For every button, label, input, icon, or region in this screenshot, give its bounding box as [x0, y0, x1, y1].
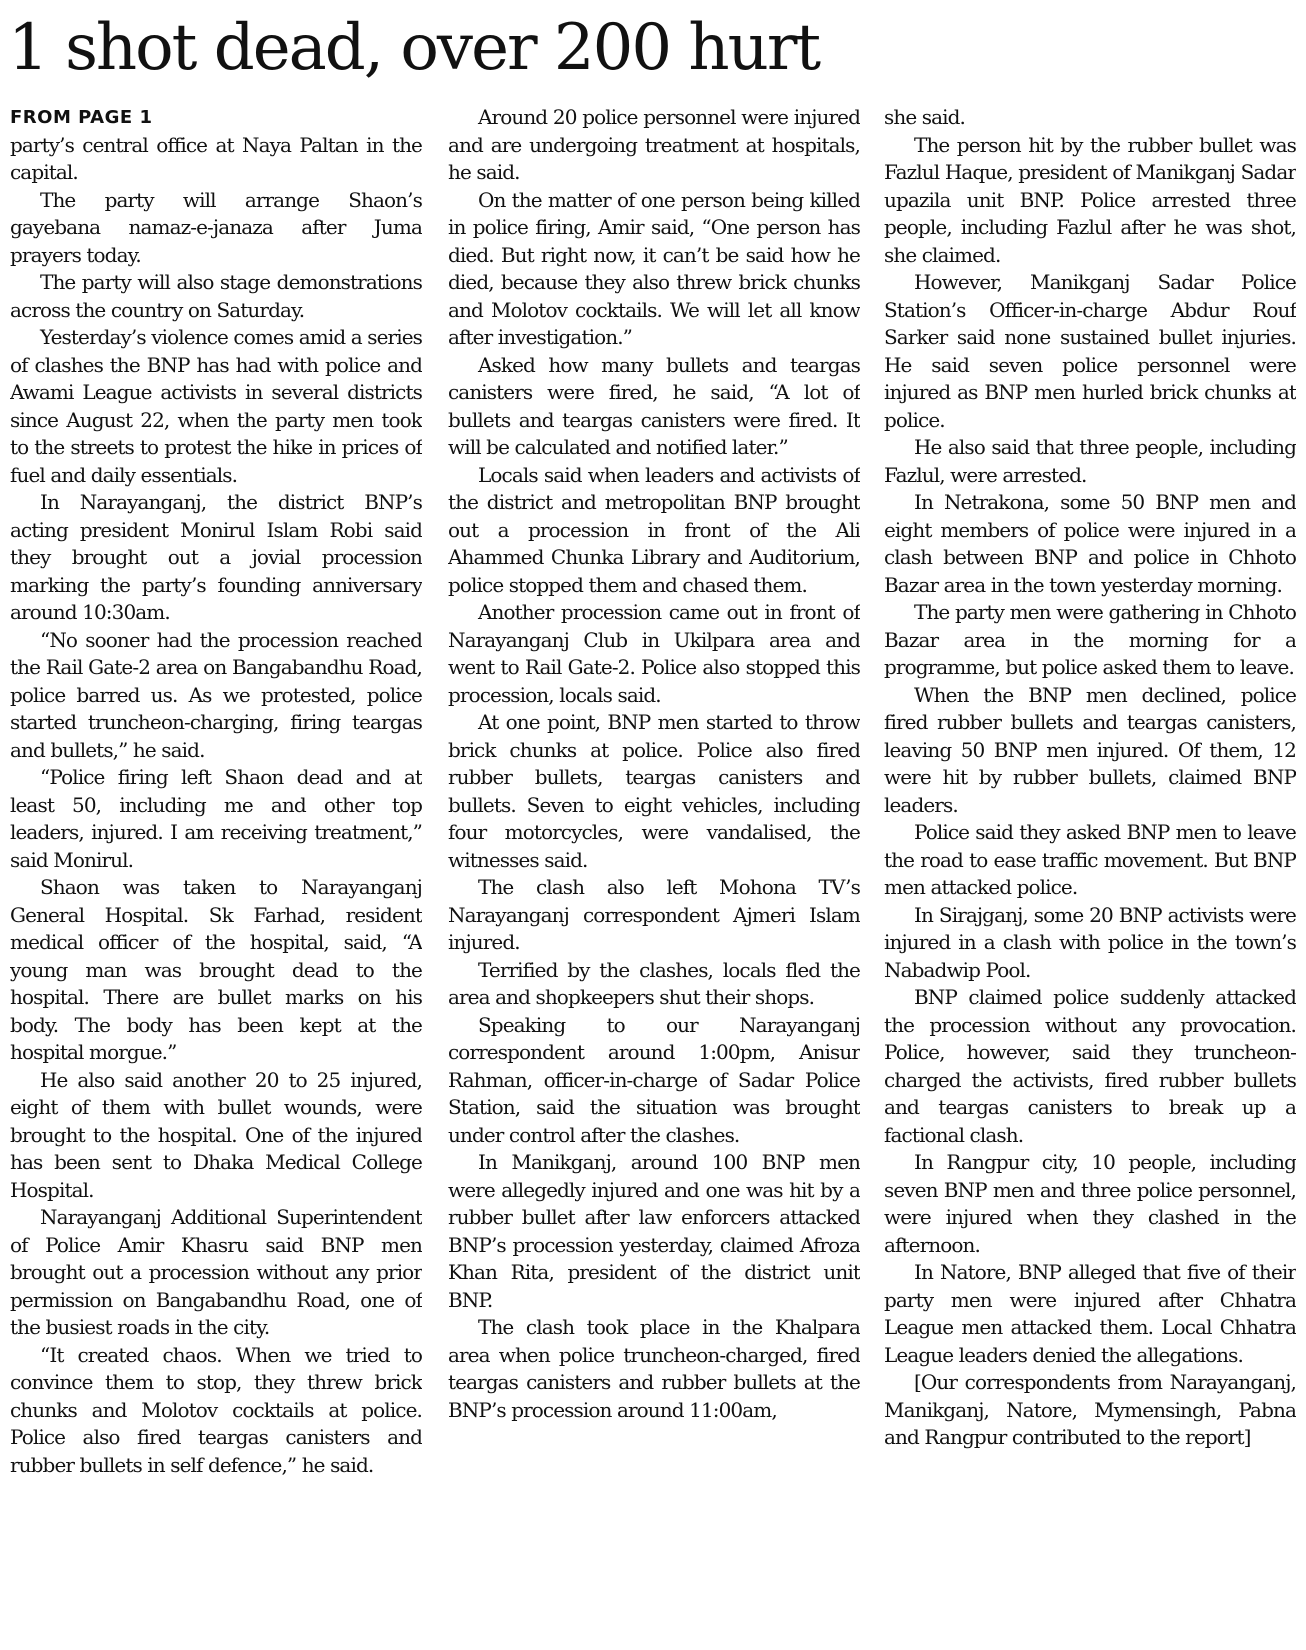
paragraph: In Netrakona, some 50 BNP men and eight members of police were injured in a clash between BNP and police in Chhoto Bazar area in the town yesterday morning. [884, 490, 1296, 597]
paragraph: When the BNP men declined, police fired rubber bullets and teargas canisters, leaving 50 BNP men injured. Of them, 12 were hit by rubber bullets, claimed BNP leaders. [884, 682, 1296, 817]
paragraph: she said. [884, 105, 965, 129]
paragraph: The clash took place in the Khalpara area when police truncheon-charged, fired teargas canisters and rubber bullets at the BNP’s procession around 11:00am, [448, 1315, 860, 1422]
article-body [10, 104, 1298, 1644]
paragraph: The party will also stage demonstrations across the country on Saturday. [10, 270, 422, 322]
paragraph: In Narayanganj, the district BNP’s acting president Monirul Islam Robi said they brought out a jovial procession marking the party’s founding anniversary around 10:30am. [10, 490, 422, 624]
paragraph: In Rangpur city, 10 people, including seven BNP men and three police personnel, were injured when they clashed in the afternoon. [884, 1150, 1296, 1257]
paragraph: Shaon was taken to Narayanganj General Hospital. Sk Farhad, resident medical officer of the hospital, said, “A young man was brought dead to the hospital. There are bullet marks on his body. The body has been kept at the hospital morgue.” [10, 875, 422, 1064]
paragraph: In Sirajganj, some 20 BNP activists were injured in a clash with police in the town’s Nabadwip Pool. [884, 902, 1296, 982]
paragraph: The party will arrange Shaon’s gayebana namaz-e-janaza after Juma prayers today. [10, 187, 422, 267]
paragraph: BNP claimed police suddenly attacked the procession without any provocation. Police, however, said they truncheon-charged the activists, fired rubber bullets and teargas canisters to break up a factional clash. [884, 985, 1296, 1147]
paragraph: Asked how many bullets and teargas canisters were fired, he said, “A lot of bullets and teargas canisters were fired. It will be calculated and notified later.” [448, 352, 860, 459]
paragraph: However, Manikganj Sadar Police Station’s Officer-in-charge Abdur Rouf Sarker said none sustained bullet injuries. He said seven police personnel were injured as BNP men hurled brick chunks at police. [884, 270, 1296, 432]
paragraph: Speaking to our Narayanganj correspondent around 1:00pm, Anisur Rahman, officer-in-charge of Sadar Police Station, said the situation was brought under control after the clashes. [448, 1012, 860, 1147]
paragraph: On the matter of one person being killed in police firing, Amir said, “One person has died. But right now, it can’t be said how he died, because they also threw brick chunks and Molotov cocktails. We will let all know after investigation.” [448, 187, 860, 349]
paragraph: [Our correspondents from Narayanganj, Manikganj, Natore, Mymensingh, Pabna and Rangpur contributed to the report] [884, 1370, 1296, 1449]
paragraph: party’s central office at Naya Paltan in the capital. [10, 132, 422, 184]
paragraph: Police said they asked BNP men to leave the road to ease traffic movement. But BNP men attacked police. [884, 820, 1296, 899]
paragraph: The person hit by the rubber bullet was Fazlul Haque, president of Manikganj Sadar upazila unit BNP. Police arrested three people, including Fazlul after he was shot, she claimed. [884, 132, 1296, 267]
article-column-1 [10, 104, 422, 1644]
paragraph: The party men were gathering in Chhoto Bazar area in the morning for a programme, but police asked them to leave. [884, 600, 1296, 679]
paragraph: He also said that three people, including Fazlul, were arrested. [884, 435, 1296, 487]
paragraph: Yesterday’s violence comes amid a series of clashes the BNP has had with police and Awami League activists in several districts since August 22, when the party men took to the streets to protest the hike in prices of fuel and daily essentials. [10, 325, 422, 487]
article-column-2 [448, 104, 860, 1644]
jump-label: FROM PAGE 1 [10, 107, 153, 128]
paragraph: Terrified by the clashes, locals fled the area and shopkeepers shut their shops. [448, 957, 860, 1009]
paragraph: Around 20 police personnel were injured and are undergoing treatment at hospitals, he said. [448, 105, 860, 184]
paragraph: Locals said when leaders and activists of the district and metropolitan BNP brought out a procession in front of the Ali Ahammed Chunka Library and Auditorium, police stopped them and chased them. [448, 462, 860, 597]
article-column-3 [884, 104, 1296, 1644]
paragraph: He also said another 20 to 25 injured, eight of them with bullet wounds, were brought to the hospital. One of the injured has been sent to Dhaka Medical College Hospital. [10, 1067, 422, 1202]
paragraph: In Manikganj, around 100 BNP men were allegedly injured and one was hit by a rubber bullet after law enforcers attacked BNP’s procession yesterday, claimed Afroza Khan Rita, president of the district unit BNP. [448, 1150, 860, 1312]
paragraph: “Police firing left Shaon dead and at least 50, including me and other top leaders, injured. I am receiving treatment,” said Monirul. [10, 765, 422, 872]
paragraph: In Natore, BNP alleged that five of their party men were injured after Chhatra League men attacked them. Local Chhatra League leaders denied the allegations. [884, 1260, 1296, 1367]
paragraph: At one point, BNP men started to throw brick chunks at police. Police also fired rubber bullets, teargas canisters and bullets. Seven to eight vehicles, including four motorcycles, were vandalised, the witnesses said. [448, 710, 860, 872]
paragraph: The clash also left Mohona TV’s Narayanganj correspondent Ajmeri Islam injured. [448, 875, 860, 954]
paragraph: Another procession came out in front of Narayanganj Club in Ukilpara area and went to Rail Gate-2. Police also stopped this procession, locals said. [448, 600, 860, 707]
headline: 1 shot dead, over 200 hurt [8, 11, 820, 85]
paragraph: Narayanganj Additional Superintendent of Police Amir Khasru said BNP men brought out a procession without any prior permission on Bangabandhu Road, one of the busiest roads in the city. [10, 1205, 422, 1339]
paragraph: “It created chaos. When we tried to convince them to stop, they threw brick chunks and Molotov cocktails at police. Police also fired teargas canisters and rubber bullets in self defence,” he said. [10, 1342, 422, 1477]
paragraph: “No sooner had the procession reached the Rail Gate-2 area on Bangabandhu Road, police barred us. As we protested, police started truncheon-charging, firing teargas and bullets,” he said. [10, 627, 422, 762]
